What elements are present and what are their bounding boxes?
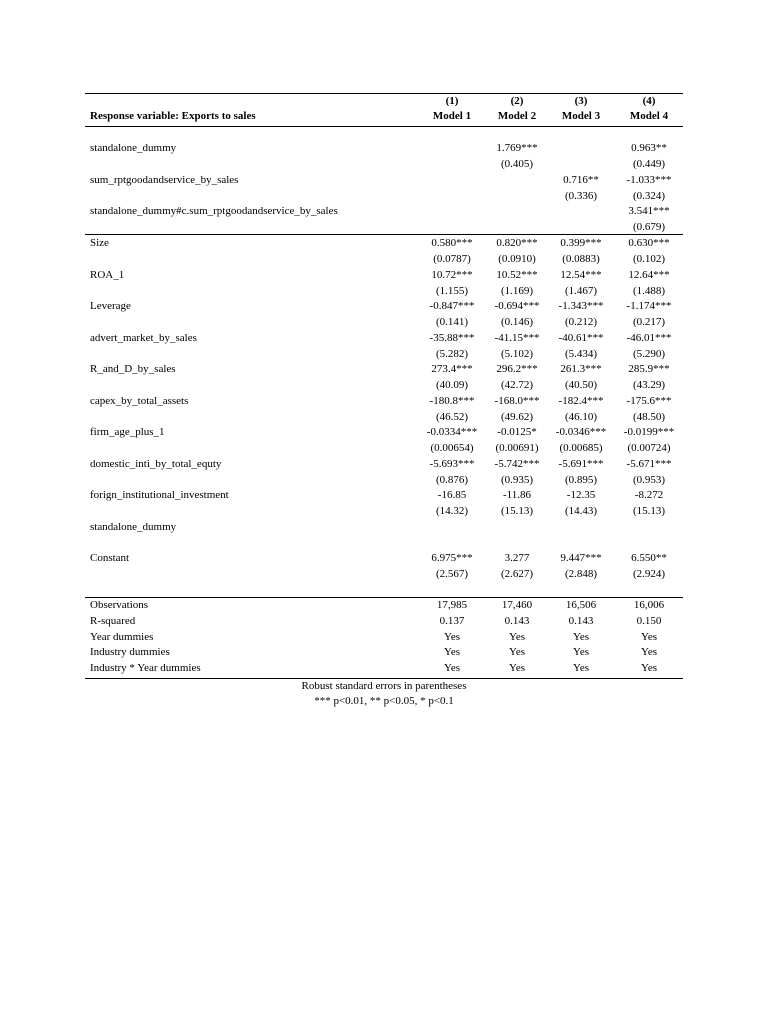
std-error-cell: (0.405): [500, 158, 534, 170]
coefficient-cell: 10.52***: [496, 268, 538, 281]
coefficient-cell: -0.0199***: [623, 426, 675, 438]
coefficient-cell: -46.01***: [626, 331, 672, 344]
stat-value: Yes: [443, 662, 460, 675]
std-error-cell: (0.336): [564, 189, 598, 202]
std-error-cell: (49.62): [500, 410, 534, 423]
stat-label: Year dummies: [90, 630, 154, 643]
stat-value: 16,506: [565, 599, 597, 611]
std-error-cell: (2.627): [500, 568, 534, 580]
stat-value: Yes: [508, 662, 525, 675]
coefficient-cell: 1.769***: [496, 142, 538, 154]
coefficient-cell: 0.580***: [431, 237, 473, 249]
std-error-cell: (14.32): [435, 505, 469, 517]
std-error-cell: (14.43): [564, 505, 598, 517]
std-error-cell: (1.467): [564, 284, 598, 297]
std-error-cell: (15.13): [632, 505, 666, 517]
coefficient-cell: -0.0334***: [426, 426, 478, 438]
coefficient-cell: -182.4***: [558, 394, 604, 407]
coefficient-cell: 296.2***: [496, 363, 538, 375]
coefficient-cell: 285.9***: [628, 363, 670, 375]
std-error-cell: (46.10): [564, 410, 598, 423]
coefficient-cell: -8.272: [634, 489, 664, 501]
coefficient-cell: -5.742***: [494, 457, 540, 470]
std-error-cell: (0.0883): [562, 253, 600, 265]
std-error-cell: (0.00691): [495, 442, 539, 454]
header-bottom-rule: [85, 126, 683, 127]
coefficient-cell: 273.4***: [431, 363, 473, 375]
coefficient-cell: -175.6***: [626, 394, 672, 407]
coefficient-cell: -0.0346***: [555, 426, 607, 438]
table-note: Robust standard errors in parentheses: [301, 680, 467, 692]
std-error-cell: (5.290): [632, 347, 666, 360]
column-number: (2): [510, 95, 524, 107]
coefficient-cell: -1.343***: [558, 300, 604, 312]
coefficient-cell: -12.35: [566, 489, 596, 501]
row-label: Size: [90, 237, 109, 249]
std-error-cell: (0.141): [435, 316, 469, 328]
column-number: (4): [642, 95, 656, 107]
std-error-cell: (0.449): [632, 158, 666, 170]
std-error-cell: (0.935): [500, 473, 534, 486]
coefficient-cell: 3.277: [504, 552, 530, 564]
coefficient-cell: 261.3***: [560, 363, 602, 375]
coefficient-cell: -5.671***: [626, 457, 672, 470]
row-label: forign_institutional_investment: [90, 489, 229, 501]
column-name: Model 2: [497, 110, 537, 122]
std-error-cell: (2.924): [632, 568, 666, 580]
coefficient-cell: -41.15***: [494, 331, 540, 344]
stat-label: Industry * Year dummies: [90, 662, 201, 675]
coefficient-cell: 12.54***: [560, 268, 602, 281]
std-error-cell: (2.848): [564, 568, 598, 580]
coefficient-cell: 9.447***: [560, 552, 602, 564]
coefficient-cell: -35.88***: [429, 331, 475, 344]
std-error-cell: (0.0787): [433, 253, 471, 265]
coefficient-cell: 6.975***: [431, 552, 473, 564]
std-error-cell: (0.0910): [498, 253, 536, 265]
coefficient-cell: -0.694***: [494, 300, 540, 312]
stat-value: Yes: [443, 630, 460, 643]
stat-value: 0.143: [568, 614, 594, 627]
std-error-cell: (48.50): [632, 410, 666, 423]
coefficient-cell: 0.963**: [631, 142, 667, 154]
column-name: Model 1: [432, 110, 472, 122]
stat-value: Yes: [640, 646, 657, 659]
std-error-cell: (42.72): [500, 379, 534, 391]
coefficient-cell: -1.033***: [626, 173, 672, 186]
coefficient-cell: -5.691***: [558, 457, 604, 470]
coefficient-cell: -5.693***: [429, 457, 475, 470]
stat-value: 0.150: [636, 614, 662, 627]
std-error-cell: (0.00685): [559, 442, 603, 454]
stat-value: 17,460: [501, 599, 533, 611]
coefficient-cell: -0.847***: [429, 300, 475, 312]
std-error-cell: (0.102): [632, 253, 666, 265]
stat-value: 17,985: [436, 599, 468, 611]
coefficient-cell: 12.64***: [628, 268, 670, 281]
std-error-cell: (2.567): [435, 568, 469, 580]
table-note: *** p<0.01, ** p<0.05, * p<0.1: [314, 695, 454, 707]
std-error-cell: (1.169): [500, 284, 534, 297]
stat-value: Yes: [640, 662, 657, 675]
row-label: standalone_dummy: [90, 520, 177, 533]
coefficient-cell: 0.820***: [496, 237, 538, 249]
row-label: firm_age_plus_1: [90, 426, 165, 438]
coefficient-cell: 6.550**: [631, 552, 667, 564]
std-error-cell: (0.00654): [430, 442, 474, 454]
row-label: ROA_1: [90, 268, 125, 281]
stat-value: Yes: [508, 646, 525, 659]
std-error-cell: (0.00724): [627, 442, 671, 454]
std-error-cell: (5.102): [500, 347, 534, 360]
stat-value: Yes: [443, 646, 460, 659]
coefficient-cell: 10.72***: [431, 268, 473, 281]
row-label: advert_market_by_sales: [90, 331, 197, 344]
coefficient-cell: -16.85: [437, 489, 467, 501]
column-number: (1): [445, 95, 459, 107]
coefficient-cell: 0.716**: [563, 173, 599, 186]
std-error-cell: (0.212): [564, 316, 598, 328]
coefficient-cell: 0.630***: [628, 237, 670, 249]
std-error-cell: (43.29): [632, 379, 666, 391]
std-error-cell: (1.488): [632, 284, 666, 297]
coefficient-cell: -1.174***: [626, 300, 672, 312]
stat-value: Yes: [572, 646, 589, 659]
coefficient-cell: -0.0125*: [497, 426, 537, 438]
row-label: standalone_dummy#c.sum_rptgoodandservice_by_sales: [90, 205, 338, 217]
row-label: capex_by_total_assets: [90, 394, 189, 407]
std-error-cell: (0.876): [435, 473, 469, 486]
stat-value: Yes: [572, 630, 589, 643]
std-error-cell: (0.324): [632, 189, 666, 202]
stat-label: Industry dummies: [90, 646, 170, 659]
std-error-cell: (0.217): [632, 316, 666, 328]
std-error-cell: (5.434): [564, 347, 598, 360]
row-label: R_and_D_by_sales: [90, 363, 176, 375]
std-error-cell: (0.146): [500, 316, 534, 328]
std-error-cell: (40.09): [435, 379, 469, 391]
coefficient-cell: -180.8***: [429, 394, 475, 407]
stat-value: 0.143: [504, 614, 530, 627]
row-label: domestic_inti_by_total_equty: [90, 457, 222, 470]
column-name: Model 4: [629, 110, 669, 122]
stat-value: Yes: [508, 630, 525, 643]
column-number: (3): [574, 95, 588, 107]
coefficient-cell: 0.399***: [560, 237, 602, 249]
std-error-cell: (15.13): [500, 505, 534, 517]
coefficient-cell: -40.61***: [558, 331, 604, 344]
column-name: Model 3: [561, 110, 601, 122]
coefficient-cell: 3.541***: [628, 205, 670, 217]
controls-top-rule: [85, 234, 683, 235]
std-error-cell: (40.50): [564, 379, 598, 391]
coefficient-cell: -11.86: [502, 489, 531, 501]
coefficient-cell: -168.0***: [494, 394, 540, 407]
std-error-cell: (0.679): [632, 221, 666, 233]
row-label: Constant: [90, 552, 130, 564]
std-error-cell: (5.282): [435, 347, 469, 360]
response-variable-label: Response variable: Exports to sales: [90, 110, 256, 122]
stat-value: Yes: [640, 630, 657, 643]
stat-label: Observations: [90, 599, 149, 611]
stat-label: R-squared: [90, 614, 136, 627]
row-label: sum_rptgoodandservice_by_sales: [90, 173, 239, 186]
row-label: Leverage: [90, 300, 131, 312]
std-error-cell: (46.52): [435, 410, 469, 423]
stat-value: 16,006: [633, 599, 665, 611]
std-error-cell: (1.155): [435, 284, 469, 297]
stat-value: 0.137: [439, 614, 465, 627]
std-error-cell: (0.895): [564, 473, 598, 486]
row-label: standalone_dummy: [90, 142, 177, 154]
std-error-cell: (0.953): [632, 473, 666, 486]
stat-value: Yes: [572, 662, 589, 675]
